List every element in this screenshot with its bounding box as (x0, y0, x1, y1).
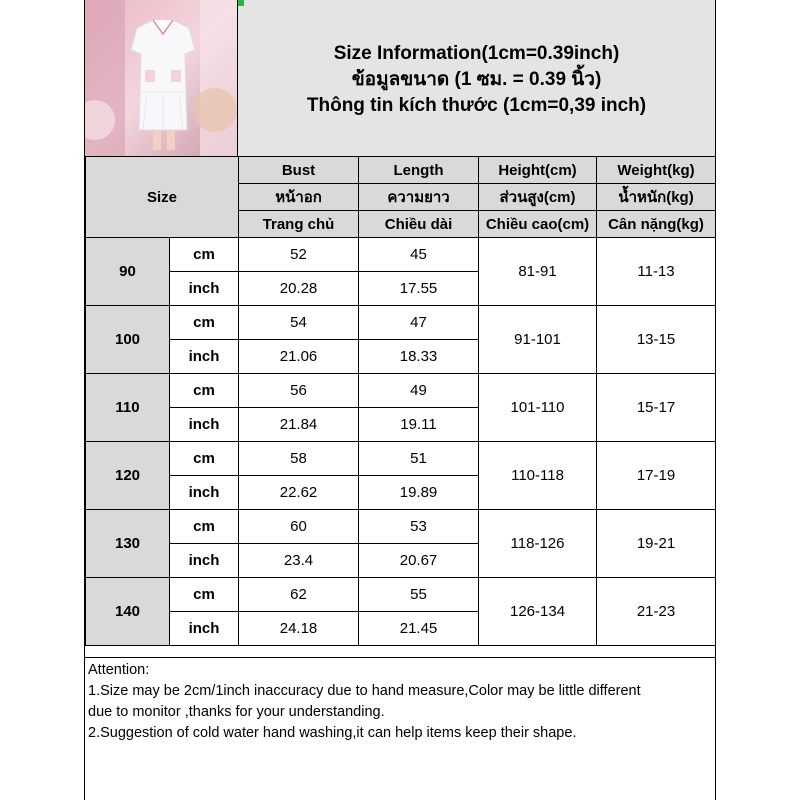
length-inch-cell: 18.33 (359, 340, 479, 374)
weight-cell: 13-15 (597, 306, 716, 374)
bust-inch-cell: 20.28 (239, 272, 359, 306)
size-information-title (238, 0, 715, 156)
bust-cm-cell: 56 (239, 374, 359, 408)
table-row (86, 374, 716, 408)
unit-label: inch (170, 408, 239, 442)
bust-inch-cell: 21.84 (239, 408, 359, 442)
size-value: 100 (86, 306, 170, 374)
bust-cm-cell: 54 (239, 306, 359, 340)
table-row (86, 510, 716, 544)
unit-label: cm (170, 238, 239, 272)
length-cm-cell: 47 (359, 306, 479, 340)
length-cm-cell: 51 (359, 442, 479, 476)
column-header: Weight(kg) (597, 157, 716, 184)
unit-label: inch (170, 612, 239, 646)
bust-inch-cell: 24.18 (239, 612, 359, 646)
column-header: Chiều cao(cm) (479, 211, 597, 238)
unit-label: cm (170, 578, 239, 612)
unit-label: inch (170, 340, 239, 374)
attention-notes (85, 657, 715, 800)
size-value: 140 (86, 578, 170, 646)
column-header: Chiều dài (359, 211, 479, 238)
length-inch-cell: 19.11 (359, 408, 479, 442)
product-photo-illustration (85, 0, 238, 156)
unit-label: cm (170, 306, 239, 340)
height-cell: 110-118 (479, 442, 597, 510)
table-row (86, 578, 716, 612)
unit-label: inch (170, 544, 239, 578)
height-cell: 91-101 (479, 306, 597, 374)
header-row-english (86, 157, 716, 184)
length-inch-cell: 19.89 (359, 476, 479, 510)
size-value: 110 (86, 374, 170, 442)
size-value: 90 (86, 238, 170, 306)
table-row (86, 238, 716, 272)
table-row (86, 306, 716, 340)
weight-cell: 19-21 (597, 510, 716, 578)
length-inch-cell: 21.45 (359, 612, 479, 646)
size-value: 130 (86, 510, 170, 578)
notes-heading: Attention: (88, 662, 150, 678)
unit-label: inch (170, 476, 239, 510)
length-inch-cell: 17.55 (359, 272, 479, 306)
bust-inch-cell: 21.06 (239, 340, 359, 374)
corner-marker (238, 0, 244, 6)
column-header: หน้าอก (239, 184, 359, 211)
size-value: 120 (86, 442, 170, 510)
weight-cell: 11-13 (597, 238, 716, 306)
size-header: Size (86, 157, 239, 238)
bust-inch-cell: 22.62 (239, 476, 359, 510)
note-line: due to monitor ,thanks for your understanding. (88, 704, 385, 720)
weight-cell: 17-19 (597, 442, 716, 510)
title-english: Size Information(1cm=0.39inch) (333, 43, 620, 64)
height-cell: 101-110 (479, 374, 597, 442)
size-chart-sheet (84, 0, 716, 800)
length-cm-cell: 49 (359, 374, 479, 408)
bust-inch-cell: 23.4 (239, 544, 359, 578)
note-line: 1.Size may be 2cm/1inch inaccuracy due to hand measure,Color may be little different (88, 683, 641, 699)
unit-label: cm (170, 374, 239, 408)
column-header: Trang chủ (239, 211, 359, 238)
unit-label: inch (170, 272, 239, 306)
weight-cell: 15-17 (597, 374, 716, 442)
size-table (85, 156, 716, 646)
length-inch-cell: 20.67 (359, 544, 479, 578)
weight-cell: 21-23 (597, 578, 716, 646)
column-header: Height(cm) (479, 157, 597, 184)
column-header: ความยาว (359, 184, 479, 211)
bust-cm-cell: 58 (239, 442, 359, 476)
column-header: น้ำหนัก(kg) (597, 184, 716, 211)
column-header: Length (359, 157, 479, 184)
column-header: ส่วนสูง(cm) (479, 184, 597, 211)
length-cm-cell: 45 (359, 238, 479, 272)
unit-label: cm (170, 442, 239, 476)
bust-cm-cell: 52 (239, 238, 359, 272)
height-cell: 81-91 (479, 238, 597, 306)
title-vietnamese: Thông tin kích thước (1cm=0,39 inch) (306, 95, 647, 116)
title-thai: ข้อมูลขนาด (1 ซม. = 0.39 นิ้ว) (351, 69, 602, 90)
bust-cm-cell: 62 (239, 578, 359, 612)
unit-label: cm (170, 510, 239, 544)
product-photo (85, 0, 238, 156)
length-cm-cell: 53 (359, 510, 479, 544)
table-row (86, 442, 716, 476)
height-cell: 118-126 (479, 510, 597, 578)
length-cm-cell: 55 (359, 578, 479, 612)
bust-cm-cell: 60 (239, 510, 359, 544)
height-cell: 126-134 (479, 578, 597, 646)
column-header: Bust (239, 157, 359, 184)
column-header: Cân nặng(kg) (597, 211, 716, 238)
note-line: 2.Suggestion of cold water hand washing,it can help items keep their shape. (88, 725, 577, 741)
